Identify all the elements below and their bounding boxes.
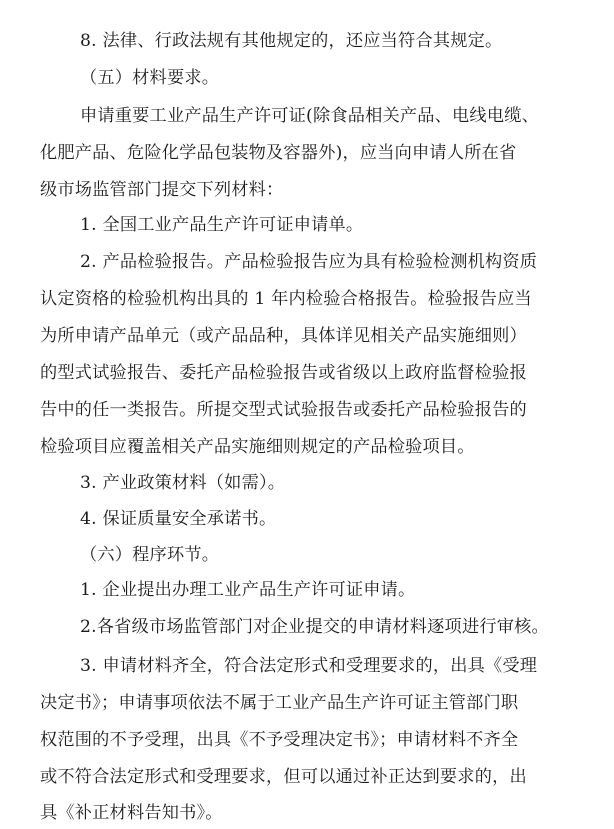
paragraph-line: 化肥产品、危险化学品包装物及容器外)，应当向申请人所在省 [40, 143, 517, 163]
paragraph-line: 或不符合法定形式和受理要求，但可以通过补正达到要求的，出 [40, 767, 527, 787]
paragraph-line: 检验项目应覆盖相关产品实施细则规定的产品检验项目。 [40, 437, 475, 457]
section-heading-materials: （五）材料要求。 [80, 68, 220, 88]
paragraph-item-8: 8. 法律、行政法规有其他规定的，还应当符合其规定。 [80, 31, 503, 51]
list-item-industry-policy: 3. 产业政策材料（如需）。 [80, 473, 286, 493]
section-heading-procedure: （六）程序环节。 [80, 545, 220, 565]
paragraph-line: 为所申请产品单元（或产品品种，具体详见相关产品实施细则） [40, 326, 527, 346]
paragraph-line: 级市场监管部门提交下列材料： [40, 180, 284, 200]
paragraph-line: 权范围的不予受理，出具《不予受理决定书》；申请材料不齐全 [40, 730, 519, 750]
paragraph-line: 认定资格的检验机构出具的 1 年内检验合格报告。检验报告应当 [40, 289, 532, 309]
paragraph-line: 决定书》；申请事项依法不属于工业产品生产许可证主管部门职 [40, 693, 519, 713]
list-item-inspection-report: 2. 产品检验报告。产品检验报告应为具有检验检测机构资质 [80, 252, 538, 272]
list-item-quality-pledge: 4. 保证质量安全承诺书。 [80, 509, 277, 529]
paragraph-line: 的型式试验报告、委托产品检验报告或省级以上政府监督检验报 [40, 363, 527, 383]
list-item-submit-application: 1. 企业提出办理工业产品生产许可证申请。 [80, 580, 416, 600]
paragraph-line: 具《补正材料告知书》。 [40, 803, 223, 823]
list-item-application-form: 1. 全国工业产品生产许可证申请单。 [80, 215, 364, 235]
paragraph-line: 申请重要工业产品生产许可证(除食品相关产品、电线电缆、 [80, 106, 539, 126]
list-item-review-materials: 2.各省级市场监管部门对企业提交的申请材料逐项进行审核。 [80, 617, 549, 637]
paragraph-line: 告中的任一类报告。所提交型式试验报告或委托产品检验报告的 [40, 400, 527, 420]
list-item-acceptance: 3. 申请材料齐全，符合法定形式和受理要求的，出具《受理 [80, 656, 538, 676]
